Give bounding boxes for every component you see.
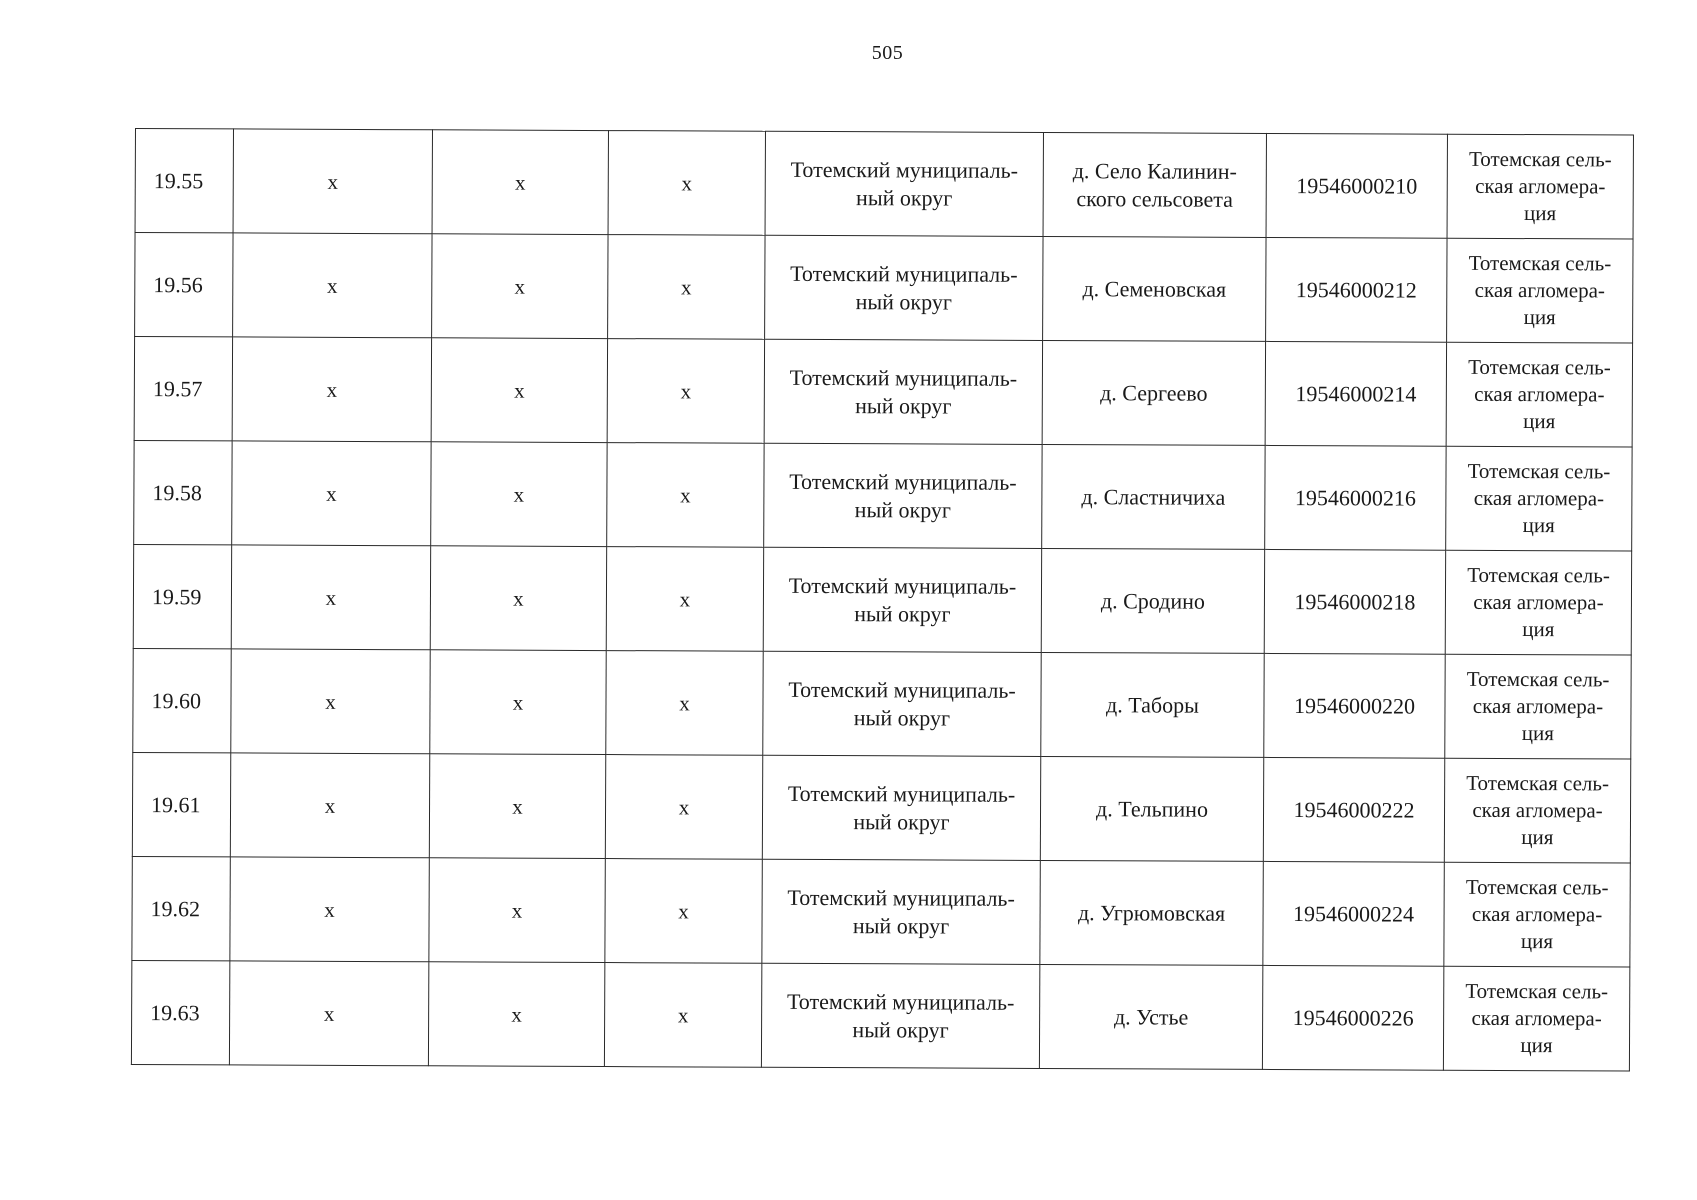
district-cell [763,651,1041,756]
x-cell: x [432,234,608,339]
agglomeration-cell [1447,238,1633,343]
agglomeration-line: Тотемская сель- [1468,146,1612,172]
district-line: Тотемский муниципаль- [787,884,1015,911]
agglomeration-line: Тотемская сель- [1468,250,1612,276]
agglomeration-cell [1447,134,1633,239]
x-cell: x [429,754,605,859]
x-cell: x [432,130,608,235]
x-cell: x [229,961,428,1066]
row-number-cell: 19.59 [133,544,231,648]
agglomeration-line: ция [1521,825,1554,850]
agglomeration-line: ция [1523,305,1556,330]
table-row [135,233,1633,344]
code-cell: 19546000220 [1264,653,1445,758]
agglomeration-cell [1446,446,1632,551]
code-cell: 19546000218 [1264,549,1445,654]
x-cell: x [231,649,430,754]
row-number-cell: 19.60 [133,648,231,752]
code-cell: 19546000226 [1262,965,1443,1070]
place-line: д. Устье [1113,1003,1189,1030]
district-line: ный округ [852,1016,949,1043]
row-number-cell: 19.58 [134,440,232,544]
agglomeration-line: ция [1522,617,1555,642]
district-line: ный округ [856,184,953,211]
table-row [134,440,1632,551]
agglomeration-line: ская агломера- [1471,901,1603,927]
place-cell [1040,756,1263,861]
place-line: д. Таборы [1106,691,1199,718]
district-cell [764,443,1042,548]
agglomeration-line: Тотемская сель- [1467,562,1610,588]
agglomeration-line: Тотемская сель- [1466,770,1610,796]
place-line: ского сельсовета [1076,185,1234,212]
agglomeration-line: Тотемская сель- [1468,354,1611,380]
agglomeration-cell [1446,342,1632,447]
agglomeration-line: ция [1523,409,1556,434]
code-cell: 19546000210 [1266,133,1447,238]
district-line: Тотемский муниципаль- [786,988,1015,1015]
district-cell [762,755,1040,860]
agglomeration-cell [1444,862,1630,967]
x-cell: x [607,443,764,548]
agglomeration-line: ская агломера- [1474,381,1605,407]
agglomeration-line: Тотемская сель- [1467,458,1611,484]
place-cell [1041,548,1264,653]
district-line: Тотемский муниципаль- [788,572,1017,599]
agglomeration-line: ция [1522,513,1555,538]
table-row [135,129,1633,240]
agglomeration-cell [1445,550,1631,655]
x-cell: x [429,858,605,963]
x-cell: x [606,547,763,652]
district-line: ный округ [855,288,952,315]
table-row [132,856,1630,967]
place-line: д. Семеновская [1082,275,1227,302]
district-cell [762,859,1040,964]
place-line: д. Сластничиха [1081,483,1226,510]
x-cell: x [428,962,604,1067]
district-cell [761,963,1039,1068]
agglomeration-line: Тотемская сель- [1466,666,1610,692]
x-cell: x [431,442,607,547]
code-cell: 19546000214 [1265,341,1446,446]
x-cell: x [232,441,431,546]
agglomeration-line: ская агломера- [1472,693,1604,719]
district-cell [765,131,1043,236]
x-cell: x [232,337,431,442]
x-cell: x [233,233,432,338]
district-line: ный округ [853,704,951,731]
table-row [133,648,1631,759]
x-cell: x [430,650,606,755]
table-row [132,752,1630,863]
x-cell: x [230,857,429,962]
x-cell: x [231,545,430,650]
place-cell [1039,964,1262,1069]
district-cell [765,235,1043,340]
table-row [134,337,1632,448]
x-cell: x [431,338,607,443]
row-number-cell: 19.63 [131,960,229,1064]
agglomeration-line: Тотемская сель- [1465,978,1609,1004]
code-cell: 19546000222 [1263,757,1444,862]
district-line: Тотемский муниципаль- [789,468,1017,495]
x-cell: x [608,131,765,236]
x-cell: x [430,546,606,651]
page-number: 505 [871,42,904,64]
agglomeration-line: ская агломера- [1475,173,1606,199]
place-line: д. Сергеево [1100,379,1208,406]
agglomeration-cell [1443,966,1629,1071]
agglomeration-cell [1445,654,1631,759]
row-number-cell: 19.55 [135,129,233,233]
place-cell [1043,132,1266,237]
code-cell: 19546000212 [1266,237,1447,342]
x-cell: x [604,963,761,1068]
place-line: д. Угрюмовская [1077,899,1226,926]
x-cell: x [230,753,429,858]
agglomeration-line: ская агломера- [1473,485,1605,511]
district-line: ный округ [853,808,950,835]
place-line: д. Сродино [1100,587,1205,614]
place-cell [1041,652,1264,757]
district-line: Тотемский муниципаль- [788,676,1016,703]
agglomeration-line: ция [1521,721,1554,746]
district-cell [764,339,1042,444]
place-line: д. Тельпино [1096,795,1209,822]
table-body [131,129,1633,1072]
district-cell [763,547,1041,652]
x-cell: x [607,339,764,444]
district-line: Тотемский муниципаль- [787,780,1016,807]
place-cell [1042,340,1265,445]
table-row [133,544,1631,655]
agglomeration-line: ция [1524,201,1557,226]
x-cell: x [608,235,765,340]
district-line: ный округ [852,912,950,939]
district-line: Тотемский муниципаль- [790,156,1019,183]
row-number-cell: 19.62 [132,856,230,960]
row-number-cell: 19.56 [135,233,233,337]
place-line: д. Село Калинин- [1072,157,1237,184]
district-line: ный округ [854,496,952,523]
x-cell: x [605,755,762,860]
district-line: Тотемский муниципаль- [790,260,1018,287]
agglomeration-line: ская агломера- [1473,589,1604,615]
x-cell: x [605,859,762,964]
district-line: Тотемский муниципаль- [789,364,1018,391]
agglomeration-line: ция [1520,929,1554,954]
x-cell: x [606,651,763,756]
code-cell: 19546000224 [1263,861,1444,966]
agglomeration-line: ция [1520,1033,1553,1058]
code-cell: 19546000216 [1265,445,1446,550]
district-line: ный округ [855,392,952,419]
row-number-cell: 19.61 [132,752,230,856]
agglomeration-line: ская агломера- [1471,1005,1602,1031]
place-cell [1043,236,1266,341]
agglomeration-line: ская агломера- [1474,277,1606,303]
row-number-cell: 19.57 [134,337,232,441]
agglomeration-cell [1444,758,1630,863]
x-cell: x [233,129,432,234]
settlements-table [131,128,1634,1072]
place-cell [1042,444,1265,549]
table-row [131,960,1629,1071]
place-cell [1040,860,1263,965]
agglomeration-line: ская агломера- [1472,797,1603,823]
district-line: ный округ [854,600,951,627]
agglomeration-line: Тотемская сель- [1465,874,1609,900]
